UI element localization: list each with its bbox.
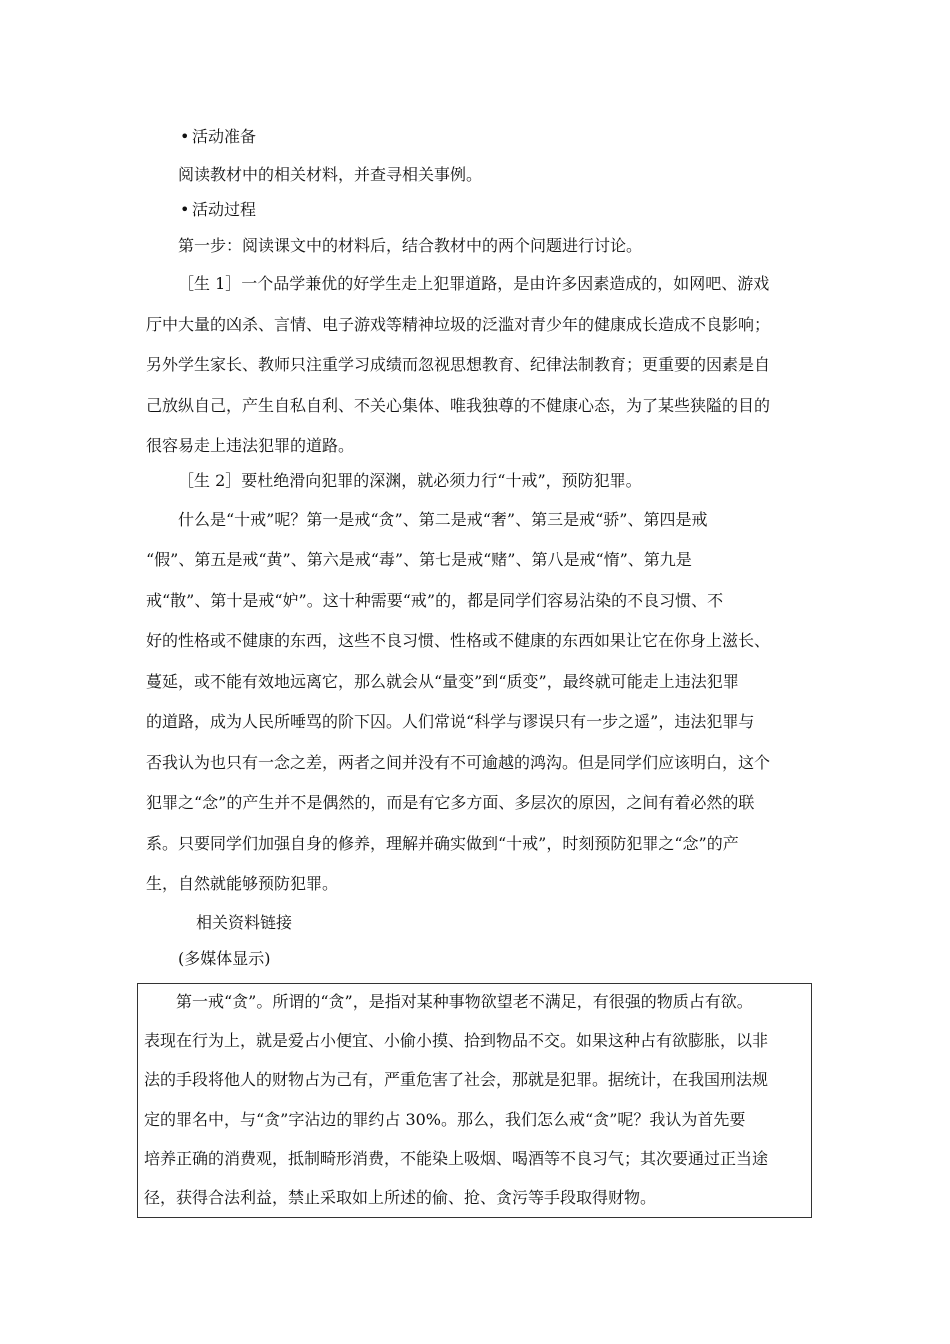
heading-text: 活动过程: [192, 200, 257, 219]
precepts-line: 犯罪之“念”的产生并不是偶然的，而是有它多方面、多层次的原因，之间有着必然的联: [146, 793, 755, 812]
box-line: 培养正确的消费观，抵制畸形消费，不能染上吸烟、喝酒等不良习气；其次要通过正当途: [144, 1149, 769, 1168]
multimedia-note: (多媒体显示): [178, 949, 271, 968]
student1-line: 很容易走上违法犯罪的道路。: [146, 436, 355, 455]
precepts-line: 的道路，成为人民所唾骂的阶下囚。人们常说“科学与谬误只有一步之遥”，违法犯罪与: [146, 712, 755, 731]
precepts-line: “假”、第五是戒“黄”、第六是戒“毒”、第七是戒“赌”、第八是戒“惰”、第九是: [146, 550, 692, 569]
student1-line: 另外学生家长、教师只注重学习成绩而忽视思想教育、纪律法制教育；更重要的因素是自: [146, 355, 771, 374]
precepts-line: 什么是“十戒”呢？第一是戒“贪”、第二是戒“奢”、第三是戒“骄”、第四是戒: [178, 510, 708, 529]
multimedia-content-box: [137, 983, 812, 1218]
bullet-icon: •: [180, 127, 190, 146]
heading-text: 活动准备: [192, 127, 257, 146]
box-line: 表现在行为上，就是爱占小便宜、小偷小摸、拾到物品不交。如果这种占有欲膨胀，以非: [144, 1031, 769, 1050]
precepts-line: 好的性格或不健康的东西，这些不良习惯、性格或不健康的东西如果让它在你身上滋长、: [146, 631, 771, 650]
preparation-text: 阅读教材中的相关材料，并查寻相关事例。: [178, 165, 483, 184]
precepts-line: 戒“散”、第十是戒“妒”。这十种需要“戒”的，都是同学们容易沾染的不良习惯、不: [146, 591, 724, 610]
precepts-line: 系。只要同学们加强自身的修养，理解并确实做到“十戒”，时刻预防犯罪之“念”的产: [146, 834, 739, 853]
box-line: 第一戒“贪”。所谓的“贪”，是指对某种事物欲望老不满足，有很强的物质占有欲。: [176, 992, 753, 1011]
student1-line: 己放纵自己，产生自私自利、不关心集体、唯我独尊的不健康心态，为了某些狭隘的目的: [146, 396, 771, 415]
student1-line: ［生 1］一个品学兼优的好学生走上犯罪道路，是由许多因素造成的，如网吧、游戏: [178, 274, 770, 293]
box-line: 法的手段将他人的财物占为己有，严重危害了社会，那就是犯罪。据统计，在我国刑法规: [144, 1070, 769, 1089]
precepts-line: 否我认为也只有一念之差，两者之间并没有不可逾越的鸿沟。但是同学们应该明白，这个: [146, 753, 771, 772]
step-one-text: 第一步：阅读课文中的材料后，结合教材中的两个问题进行讨论。: [178, 236, 643, 255]
precepts-line: 蔓延，或不能有效地远离它，那么就会从“量变”到“质变”，最终就可能走上违法犯罪: [146, 672, 739, 691]
box-line: 定的罪名中，与“贪”字沾边的罪约占 30%。那么，我们怎么戒“贪”呢？我认为首先要: [144, 1110, 746, 1129]
box-line: 径，获得合法利益，禁止采取如上所述的偷、抢、贪污等手段取得财物。: [144, 1188, 657, 1207]
section-heading-preparation: [180, 126, 256, 148]
related-material-heading: 相关资料链接: [196, 913, 293, 932]
section-heading-process: [180, 199, 256, 221]
precepts-line: 生，自然就能够预防犯罪。: [146, 874, 339, 893]
bullet-icon: •: [180, 200, 190, 219]
student2-text: ［生 2］要杜绝滑向犯罪的深渊，就必须力行“十戒”，预防犯罪。: [178, 471, 642, 490]
student1-line: 厅中大量的凶杀、言情、电子游戏等精神垃圾的泛滥对青少年的健康成长造成不良影响；: [146, 315, 771, 334]
